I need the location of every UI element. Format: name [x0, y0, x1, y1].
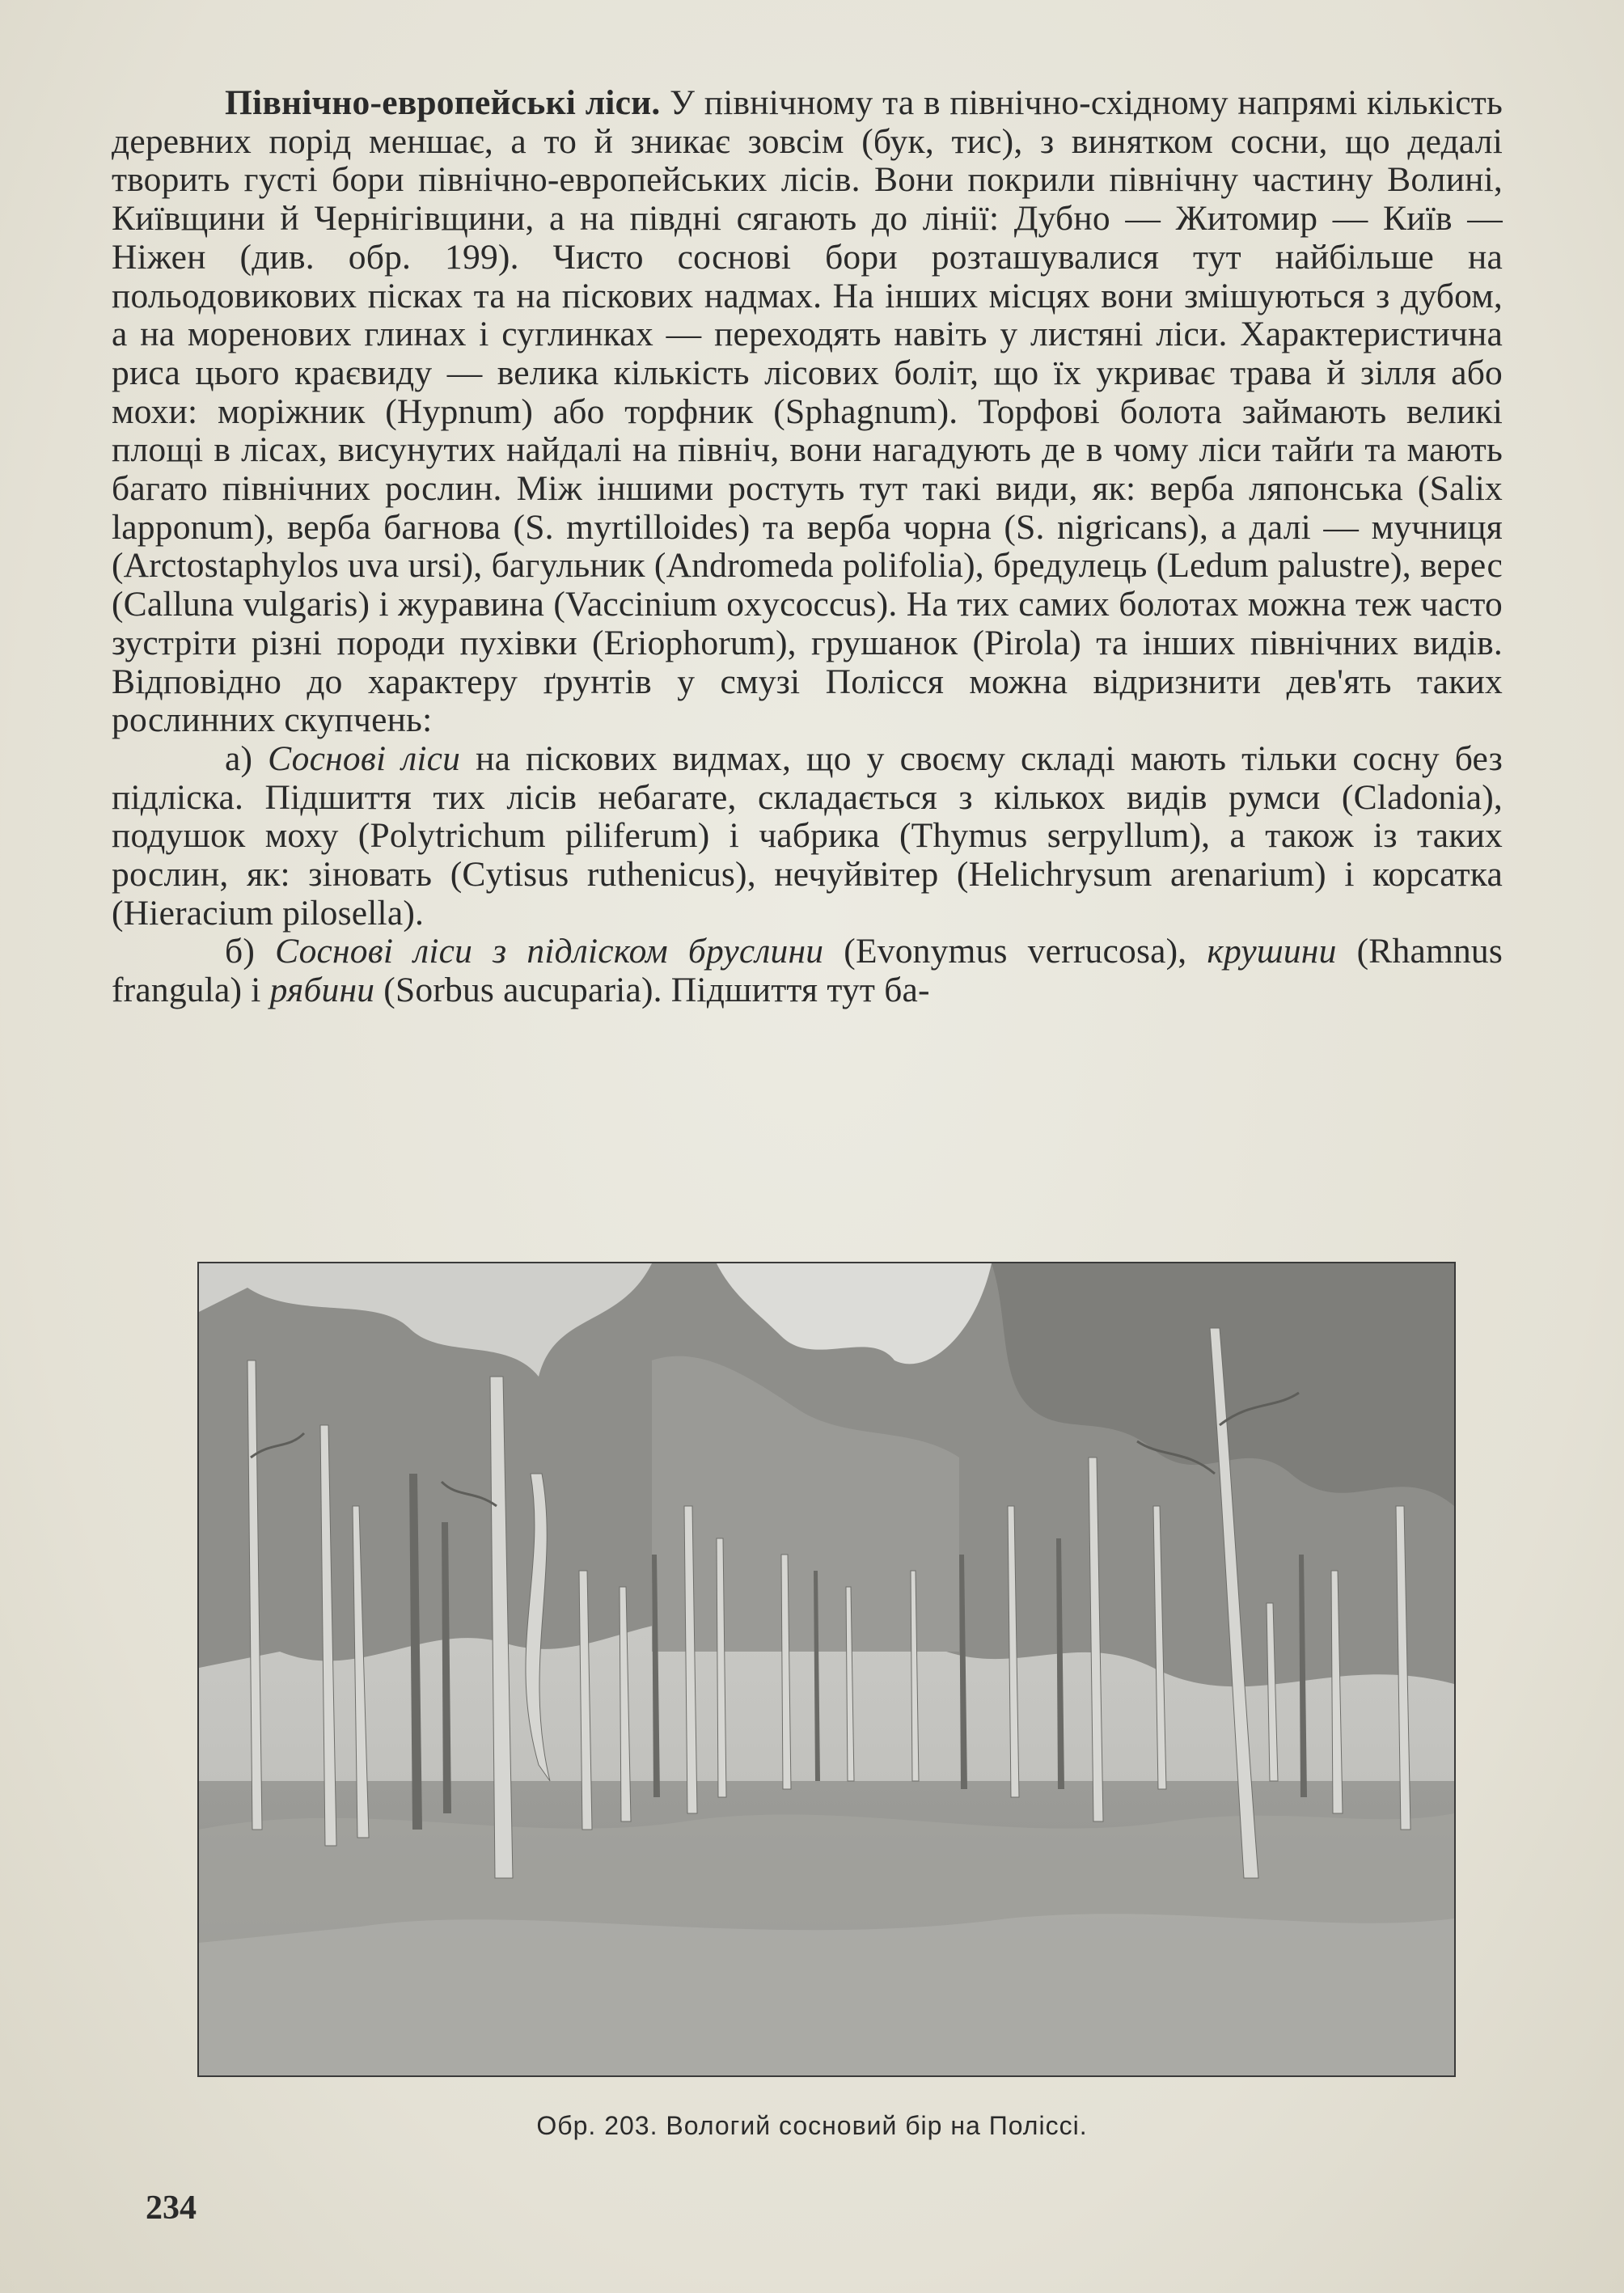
page-number: 234	[146, 2189, 197, 2227]
paragraph-text: (Evonymus verrucosa),	[823, 932, 1207, 971]
item-title: крушини	[1207, 932, 1337, 971]
item-title: Соснові ліси	[268, 738, 461, 778]
figure-caption: Обр. 203. Вологий сосновий бір на Поліссі.	[536, 2111, 1088, 2140]
paragraph-text: (Rhamnus frangula) і	[112, 932, 1503, 1010]
paragraph-text: на піскових видмах, що у своєму складі мають тільки сосну без підліска. Підшиття тих лісів небагате, складається з кількох видів румси (Cladonia), подушок моху (Polytrichum piliferum) і чабрика (Thymus serpyllum), а також із таких рослин, як: зіновать (Cytisus ruthenicus), нечуйвітер (Helichrysum arenarium) і корсатка (Hieracium pilosella).	[112, 738, 1503, 933]
section-heading: Північно-европейські ліси.	[225, 83, 661, 122]
paragraph-text: (Sorbus aucuparia). Підшиття тут ба-	[374, 971, 930, 1010]
pine-forest-photo	[197, 1262, 1456, 2077]
paragraph-north-european-forests	[112, 84, 1503, 740]
paragraph-text: У північному та в північно-східному напрямі кількість деревних порід меншає, а то й зникає зовсім (бук, тис), з винятком сосни, що дедалі творить густі бори північно-европейських лісів. Вони покрили північну частину Волині, Київщини й Чернігівщини, а на півдні сягають до лінії: Дубно — Житомир — Київ — Ніжен (див. обр. 199). Чисто соснові бори розташувалися тут найбільше на польодовикових пісках та на піскових надмах. На інших місцях вони змішуються з дубом, а на моренових глинах і суглинках — переходять навіть у листяні ліси. Характеристична риса цього краєвиду — велика кількість лісових боліт, що їх укриває трава й зілля або мохи: моріжник (Hypnum) або торфник (Sphagnum). Торфові болота займають великі площі в лісах, висунутих найдалі на північ, вони нагадують де в чому ліси тайґи та мають багато північних рослин. Між іншими ростуть тут такі види, як: верба ляпонська (Salix lapponum), верба багнова (S. myrtilloides) та верба чорна (S. nigricans), а далі — мучниця (Arctostaphylos uva ursi), багульник (Andromeda polifolia), бредулець (Ledum palustre), верес (Calluna vulgaris) і журавина (Vaccinium oxycoccus). На тих самих болотах можна теж часто зустріти різні породи пухівки (Eriophorum), грушанок (Pirola) та інших північних видів. Відповідно до характеру ґрунтів у смузі Полісся можна відризнити дев'ять таких рослинних скупчень:	[112, 83, 1503, 740]
paragraph-item-b	[112, 933, 1503, 1009]
item-title: Соснові ліси з підліском бруслини	[275, 932, 824, 971]
item-title: рябини	[269, 971, 375, 1010]
paragraph-item-a	[112, 740, 1503, 933]
item-marker: б)	[225, 932, 276, 971]
body-text	[112, 84, 1503, 1010]
item-marker: а)	[225, 738, 269, 778]
photo-illustration	[199, 1263, 1454, 2075]
